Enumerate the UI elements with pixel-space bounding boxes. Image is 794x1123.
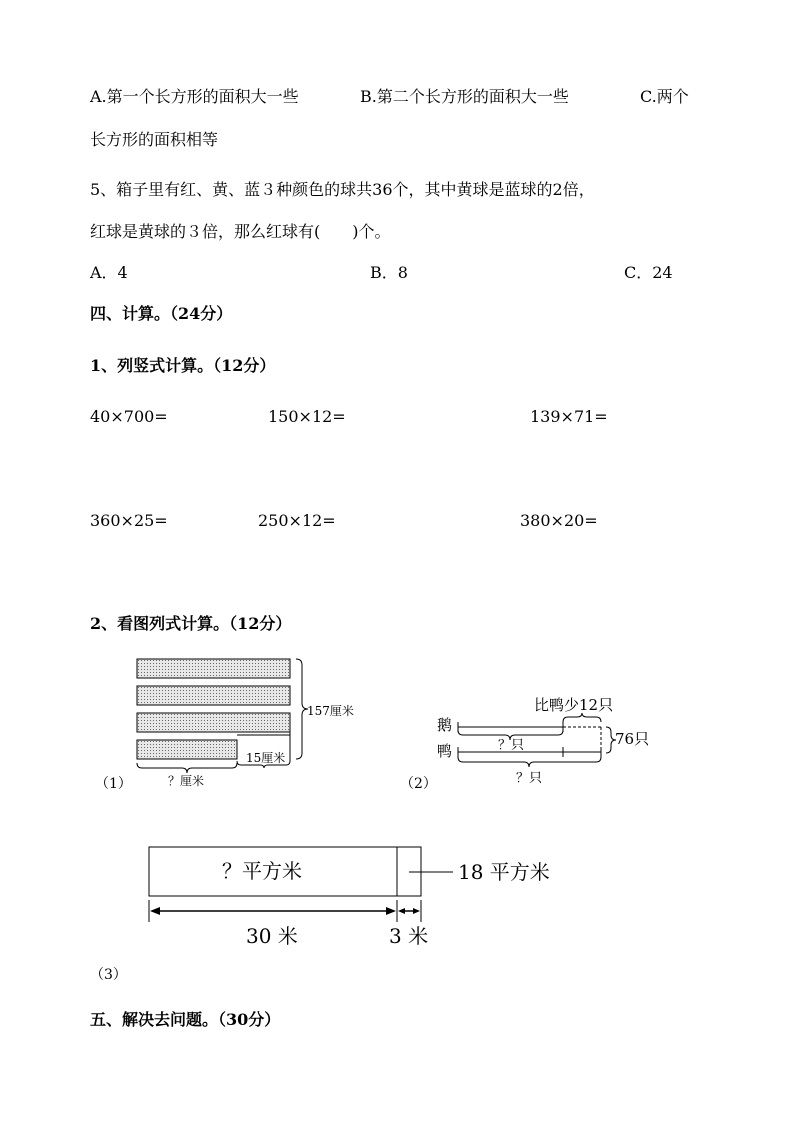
fig2-goose-label: 鹅 (437, 716, 453, 734)
q5-line1: 5、箱子里有红、黄、蓝３种颜色的球共36个，其中黄球是蓝球的2倍， (90, 180, 595, 199)
section5-title: 五、解决去问题。（30分） (90, 1010, 281, 1029)
fig2-duck-label: 鸭 (437, 742, 453, 760)
calc-1: 40×700= (90, 407, 168, 426)
calc-5: 250×12= (258, 511, 336, 530)
fig3-len1-label: 30 米 (246, 924, 298, 948)
fig1-number: （1） (95, 776, 132, 792)
fig1-question-label: ？厘米 (168, 774, 205, 788)
q5-option-c: C．24 (624, 263, 673, 282)
fig1-extra-label: 15厘米 (246, 751, 286, 765)
calc-2: 150×12= (268, 407, 346, 426)
fig1-total-label: 157厘米 (307, 704, 354, 718)
calc-6: 380×20= (520, 511, 598, 530)
q5-option-a: A．4 (90, 263, 128, 282)
fig2-total-label: 76只 (615, 730, 650, 748)
fig3-small-area-label: 18 平方米 (458, 860, 550, 884)
q5-line2: 红球是黄球的３倍，那么红球有( )个。 (90, 222, 391, 241)
fig2-number: （2） (400, 776, 437, 792)
fig2-q2-label: ？只 (516, 771, 543, 786)
fig2-q1-label: ？只 (498, 738, 525, 753)
q4-option-c: C.两个 (640, 87, 689, 106)
calc-4: 360×25= (90, 511, 168, 530)
calc-3: 139×71= (530, 407, 608, 426)
fig3-len2-label: 3 米 (389, 924, 429, 948)
fig2-less-label: 比鸭少12只 (534, 696, 614, 714)
fig3-question-label: ？平方米 (222, 859, 302, 883)
s4-q1-title: 1、列竖式计算。（12分） (90, 356, 276, 375)
q4-option-b: B.第二个长方形的面积大一些 (360, 87, 569, 106)
q5-option-b: B．8 (370, 263, 408, 282)
q4-option-c-cont: 长方形的面积相等 (90, 130, 219, 149)
q4-option-a: A.第一个长方形的面积大一些 (90, 87, 299, 106)
fig3-number: （3） (90, 967, 127, 983)
section4-title: 四、计算。（24分） (90, 304, 233, 323)
s4-q2-title: 2、看图列式计算。（12分） (90, 614, 292, 633)
